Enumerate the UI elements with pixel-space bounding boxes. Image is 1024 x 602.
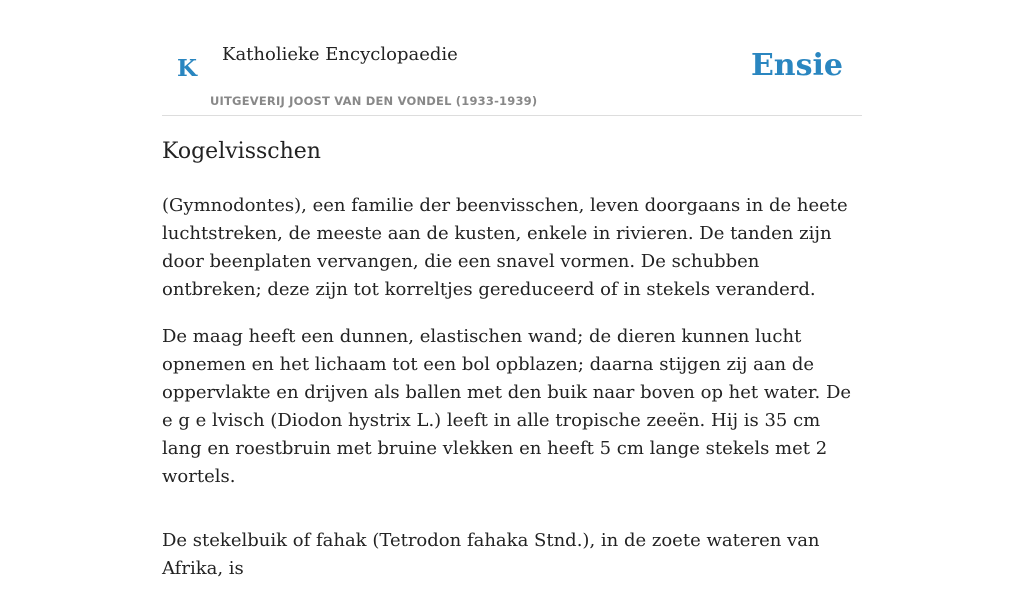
paragraph: (Gymnodontes), een familie der beenvisschen, leven doorgaans in de heete luchtstreken, de meeste aan de kusten, enkele in rivieren. De tanden zijn door beenplaten vervangen, die een snavel vormen. De schubben ontbreken; deze zijn tot korreltjes gereduceerd of in stekels veranderd. <box>162 195 848 300</box>
paragraph: De stekelbuik of fahak (Tetrodon fahaka Stnd.), in de zoete wateren van Afrika, is <box>162 530 820 579</box>
paragraph: De maag heeft een dunnen, elastischen wand; de dieren kunnen lucht opnemen en het lichaam tot een bol opblazen; daarna stijgen zij aan de oppervlakte en drijven als ballen met den buik naar boven op het water. De e g e lvisch (Diodon hystrix L.) leeft in alle tropische zeeën. Hij is 35 cm lang en roestbruin met bruine vlekken en heeft 5 cm lange stekels met 2 wortels. <box>162 326 852 487</box>
publisher-label: UITGEVERIJ JOOST VAN DEN VONDEL (1933-1939) <box>210 94 538 108</box>
brand-link[interactable]: Ensie <box>750 48 843 83</box>
logo-icon[interactable]: K <box>177 55 197 82</box>
article-body <box>162 192 862 602</box>
page <box>162 0 862 579</box>
site-header <box>162 0 862 116</box>
site-title[interactable]: Katholieke Encyclopaedie <box>222 44 458 65</box>
article-title: Kogelvisschen <box>162 139 321 164</box>
